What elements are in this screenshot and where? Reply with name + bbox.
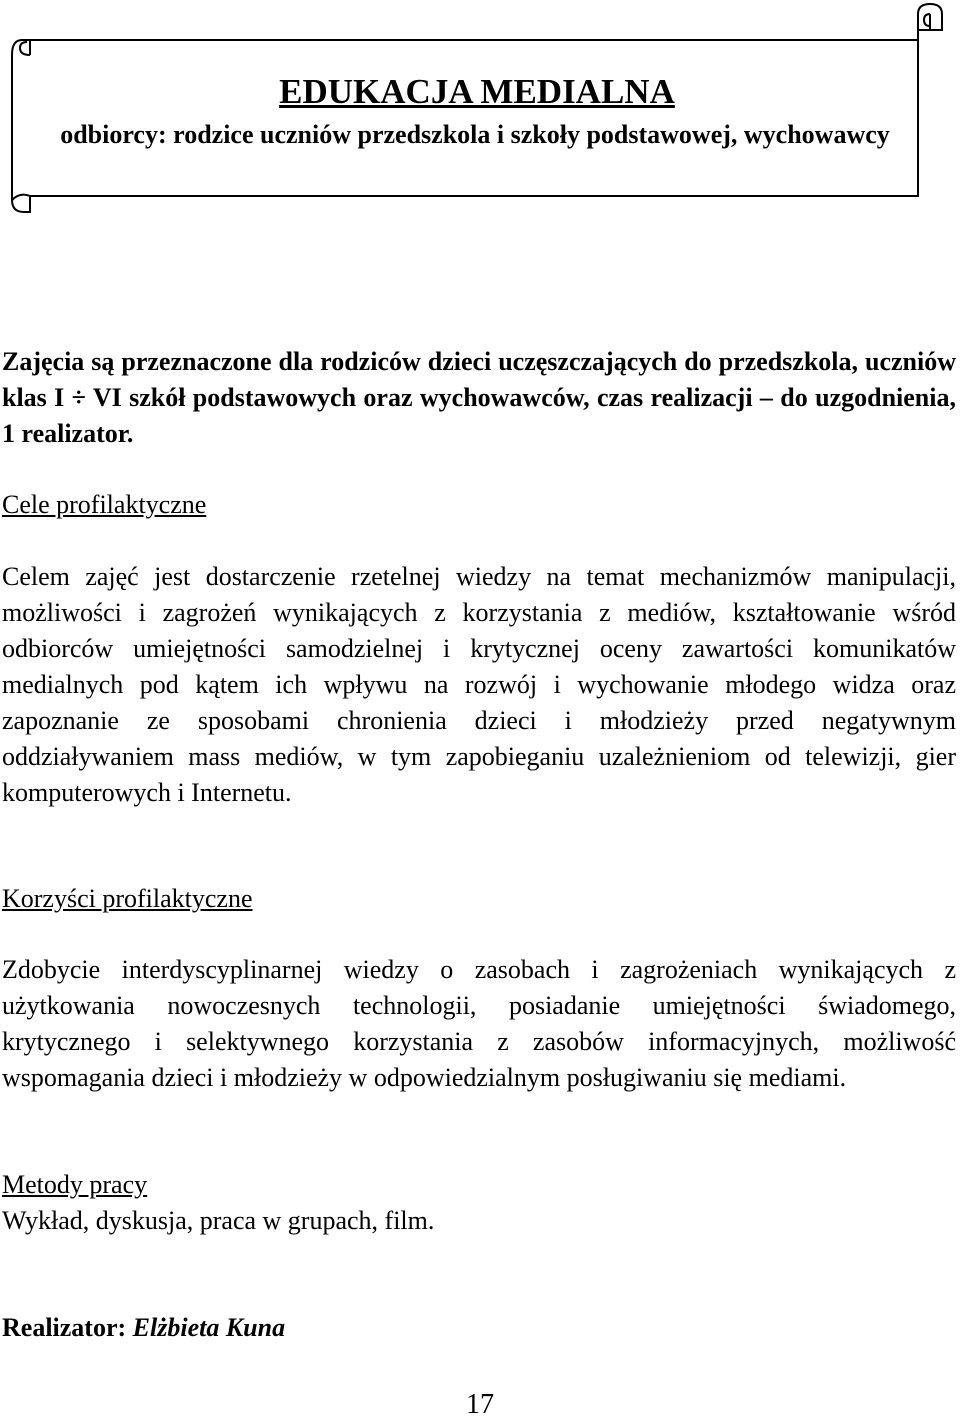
realizator-line	[2, 1310, 285, 1346]
section-heading-cele: Cele profilaktyczne	[2, 490, 207, 519]
section-body-metody: Wykład, dyskusja, praca w grupach, film.	[2, 1206, 435, 1235]
audience-subtitle: odbiorcy: rodzice uczniów przedszkola i szkoły podstawowej, wychowawcy	[60, 120, 890, 149]
page-number: 17	[466, 1389, 494, 1420]
realizator-label: Realizator:	[2, 1313, 133, 1342]
page-title: EDUKACJA MEDIALNA	[279, 72, 675, 111]
section-body-cele: Celem zajęć jest dostarczenie rzetelnej wiedzy na temat mechanizmów manipulacji, możliwości i zagrożeń wynikających z korzystania z mediów, kształtowanie wśród odbiorców umiejętności samodzielnej i krytycznej oceny zawartości komunikatów medialnych pod kątem ich wpływu na rozwój i wychowanie młodego widza oraz zapoznanie ze sposobami chronienia dzieci i młodzieży przed negatywnym oddziaływaniem mass mediów, w tym zapobieganiu uzależnieniom od telewizji, gier komputerowych i Internetu.	[2, 562, 956, 807]
realizator-name: Elżbieta Kuna	[132, 1313, 286, 1342]
section-heading-korzysci: Korzyści profilaktyczne	[2, 884, 253, 913]
intro-paragraph: Zajęcia są przeznaczone dla rodziców dzieci uczęszczających do przedszkola, uczniów klas I ÷ VI szkół podstawowych oraz wychowawców, czas realizacji – do uzgodnienia, 1 realizator.	[2, 347, 956, 448]
section-body-korzysci: Zdobycie interdyscyplinarnej wiedzy o zasobach i zagrożeniach wynikających z użytkowania nowoczesnych technologii, posiadanie umiejętności świadomego, krytycznego i selektywnego korzystania z zasobów informacyjnych, możliwość wspomagania dzieci i młodzieży w odpowiedzialnym posługiwaniu się mediami.	[2, 955, 956, 1092]
section-heading-metody: Metody pracy	[2, 1170, 148, 1199]
